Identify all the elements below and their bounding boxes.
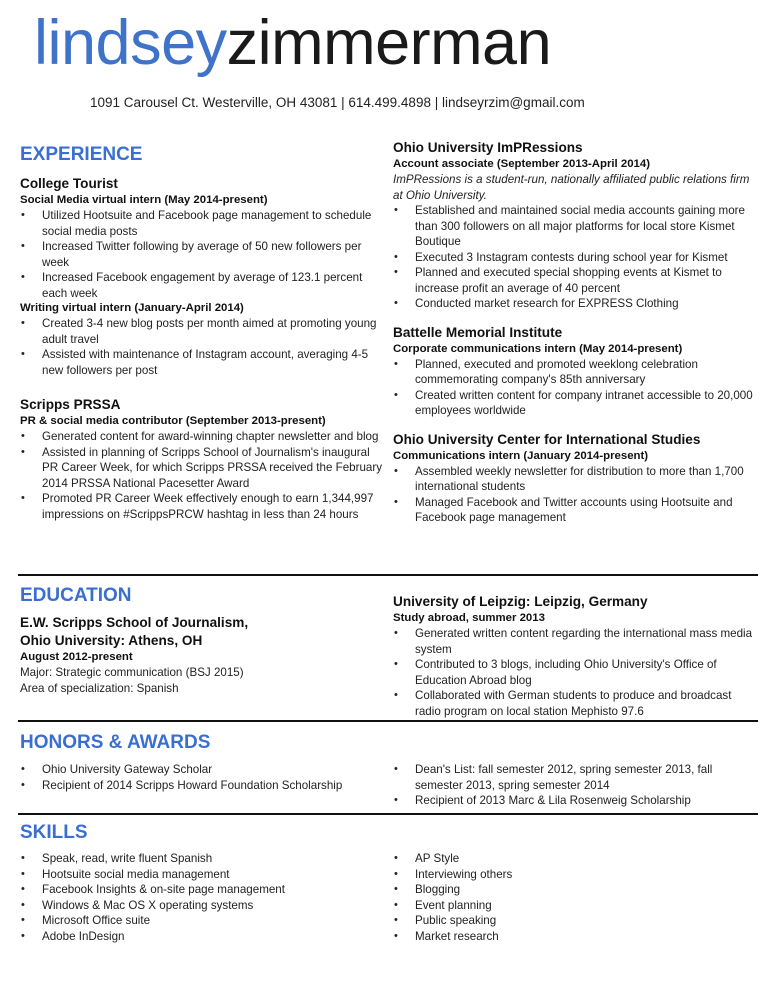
experience-right-column: [393, 139, 757, 526]
job-college-tourist: [20, 175, 382, 378]
list-item: • Promoted PR Career Week effectively enough to earn 1,344,997 impressions on #ScrippsPRCW hashtag in less than 24 hours: [20, 491, 382, 522]
org-name: Ohio University ImPRessions: [393, 140, 583, 155]
list-item: • Windows & Mac OS X operating systems: [20, 898, 382, 914]
skills-right-column: [393, 851, 757, 944]
bullet-list: [20, 316, 382, 378]
list-item: • Market research: [393, 929, 757, 945]
list-item: • Planned, executed and promoted weeklong celebration commemorating company's 85th anniversary: [393, 357, 757, 388]
list-item: • Recipient of 2013 Marc & Lila Rosenweig Scholarship: [393, 793, 757, 809]
job-center-international-studies: [393, 431, 757, 526]
list-item: • AP Style: [393, 851, 757, 867]
education-dates: August 2012-present: [20, 651, 133, 663]
education-left-column: [20, 584, 382, 696]
candidate-name: [34, 8, 551, 78]
job-scripps-prssa: [20, 396, 382, 522]
list-item: • Increased Facebook engagement by average of 123.1 percent each week: [20, 270, 382, 301]
list-item: • Increased Twitter following by average of 50 new followers per week: [20, 239, 382, 270]
org-name: College Tourist: [20, 176, 118, 191]
list-item: • Interviewing others: [393, 867, 757, 883]
role-title: Account associate (September 2013-April 2014): [393, 158, 651, 170]
section-divider: [18, 574, 758, 576]
bullet-list: [393, 357, 757, 419]
list-item: • Assembled weekly newsletter for distribution to more than 1,700 international students: [393, 464, 757, 495]
school-name-line2: Ohio University: Athens, OH: [20, 633, 203, 648]
list-item: • Event planning: [393, 898, 757, 914]
bullet-list: [393, 464, 757, 526]
section-divider: [18, 813, 758, 815]
skills-left-column: [20, 851, 382, 944]
list-item: • Created 3-4 new blog posts per month aimed at promoting young adult travel: [20, 316, 382, 347]
bullet-list: [20, 429, 382, 522]
list-item: • Planned and executed special shopping events at Kismet to increase profit an average of 40 percent: [393, 265, 757, 296]
skills-heading: SKILLS: [20, 822, 88, 843]
role-title: Corporate communications intern (May 2014-present): [393, 342, 683, 355]
list-item: • Assisted with maintenance of Instagram account, averaging 4-5 new followers per post: [20, 347, 382, 378]
list-item: • Hootsuite social media management: [20, 867, 382, 883]
first-name: lindsey: [34, 8, 227, 78]
org-name: Ohio University Center for International Studies: [393, 431, 701, 447]
honors-heading-row: [20, 731, 760, 755]
org-name: University of Leipzig: Leipzig, Germany: [393, 594, 648, 609]
list-item: • Ohio University Gateway Scholar: [20, 762, 382, 778]
education-specialization: Area of specialization: Spanish: [20, 681, 179, 695]
list-item: • Executed 3 Instagram contests during school year for Kismet: [393, 250, 757, 266]
list-item: • Adobe InDesign: [20, 929, 382, 945]
list-item: • Speak, read, write fluent Spanish: [20, 851, 382, 867]
bullet-list: [393, 626, 757, 719]
list-item: • Created written content for company intranet accessible to 20,000 employees worldwide: [393, 388, 757, 419]
bullet-list: [20, 762, 382, 793]
list-item: • Microsoft Office suite: [20, 913, 382, 929]
list-item: • Managed Facebook and Twitter accounts using Hootsuite and Facebook page management: [393, 495, 757, 526]
education-heading: EDUCATION: [20, 585, 132, 606]
list-item: • Contributed to 3 blogs, including Ohio University's Office of Education Abroad blog: [393, 657, 757, 688]
role-title: PR & social media contributor (September 2013-present): [20, 415, 326, 427]
role-title: Social Media virtual intern (May 2014-present): [20, 194, 268, 206]
role-title: Writing virtual intern (January-April 2014): [20, 302, 244, 314]
honors-heading: HONORS & AWARDS: [20, 732, 211, 753]
org-name: Scripps PRSSA: [20, 397, 121, 412]
list-item: • Conducted market research for EXPRESS Clothing: [393, 296, 757, 312]
list-item: • Collaborated with German students to produce and broadcast radio program on local station Mephisto 97.6: [393, 688, 757, 719]
list-item: • Facebook Insights & on-site page management: [20, 882, 382, 898]
list-item: • Blogging: [393, 882, 757, 898]
list-item: • Generated written content regarding the international mass media system: [393, 626, 757, 657]
education-major: Major: Strategic communication (BSJ 2015): [20, 666, 244, 679]
last-name: zimmerman: [226, 8, 552, 78]
job-impressions: [393, 139, 757, 312]
list-item: • Utilized Hootsuite and Facebook page management to schedule social media posts: [20, 208, 382, 239]
skills-heading-row: [20, 821, 760, 845]
list-item: • Assisted in planning of Scripps School of Journalism's inaugural PR Career Week, for which Scripps PRSSA received the February 2014 PRSSA National Pacesetter Award: [20, 445, 382, 492]
section-divider: [18, 720, 758, 722]
list-item: • Dean's List: fall semester 2012, spring semester 2013, fall semester 2013, spring semester 2014: [393, 762, 757, 793]
bullet-list: [393, 203, 757, 312]
experience-heading: EXPERIENCE: [20, 144, 143, 165]
contact-line: 1091 Carousel Ct. Westerville, OH 43081 | 614.499.4898 | lindseyrzim@gmail.com: [90, 95, 585, 110]
bullet-list: [20, 208, 382, 301]
honors-left-column: [20, 762, 382, 793]
role-title: Communications intern (January 2014-present): [393, 449, 649, 462]
bullet-list: [20, 851, 382, 944]
org-description: ImPRessions is a student-run, nationally affiliated public relations firm at Ohio University.: [393, 173, 750, 202]
role-title: Study abroad, summer 2013: [393, 612, 545, 624]
list-item: • Established and maintained social media accounts gaining more than 300 followers on all major platforms for local store Kismet Boutique: [393, 203, 757, 250]
school-name-line1: E.W. Scripps School of Journalism,: [20, 615, 249, 630]
bullet-list: [393, 762, 757, 809]
list-item: • Recipient of 2014 Scripps Howard Foundation Scholarship: [20, 778, 382, 794]
list-item: • Generated content for award-winning chapter newsletter and blog: [20, 429, 382, 445]
org-name: Battelle Memorial Institute: [393, 324, 563, 340]
bullet-list: [393, 851, 757, 944]
education-right-column: [393, 593, 757, 719]
job-battelle: [393, 324, 757, 419]
list-item: • Public speaking: [393, 913, 757, 929]
experience-left-column: [20, 143, 382, 522]
honors-right-column: [393, 762, 757, 809]
